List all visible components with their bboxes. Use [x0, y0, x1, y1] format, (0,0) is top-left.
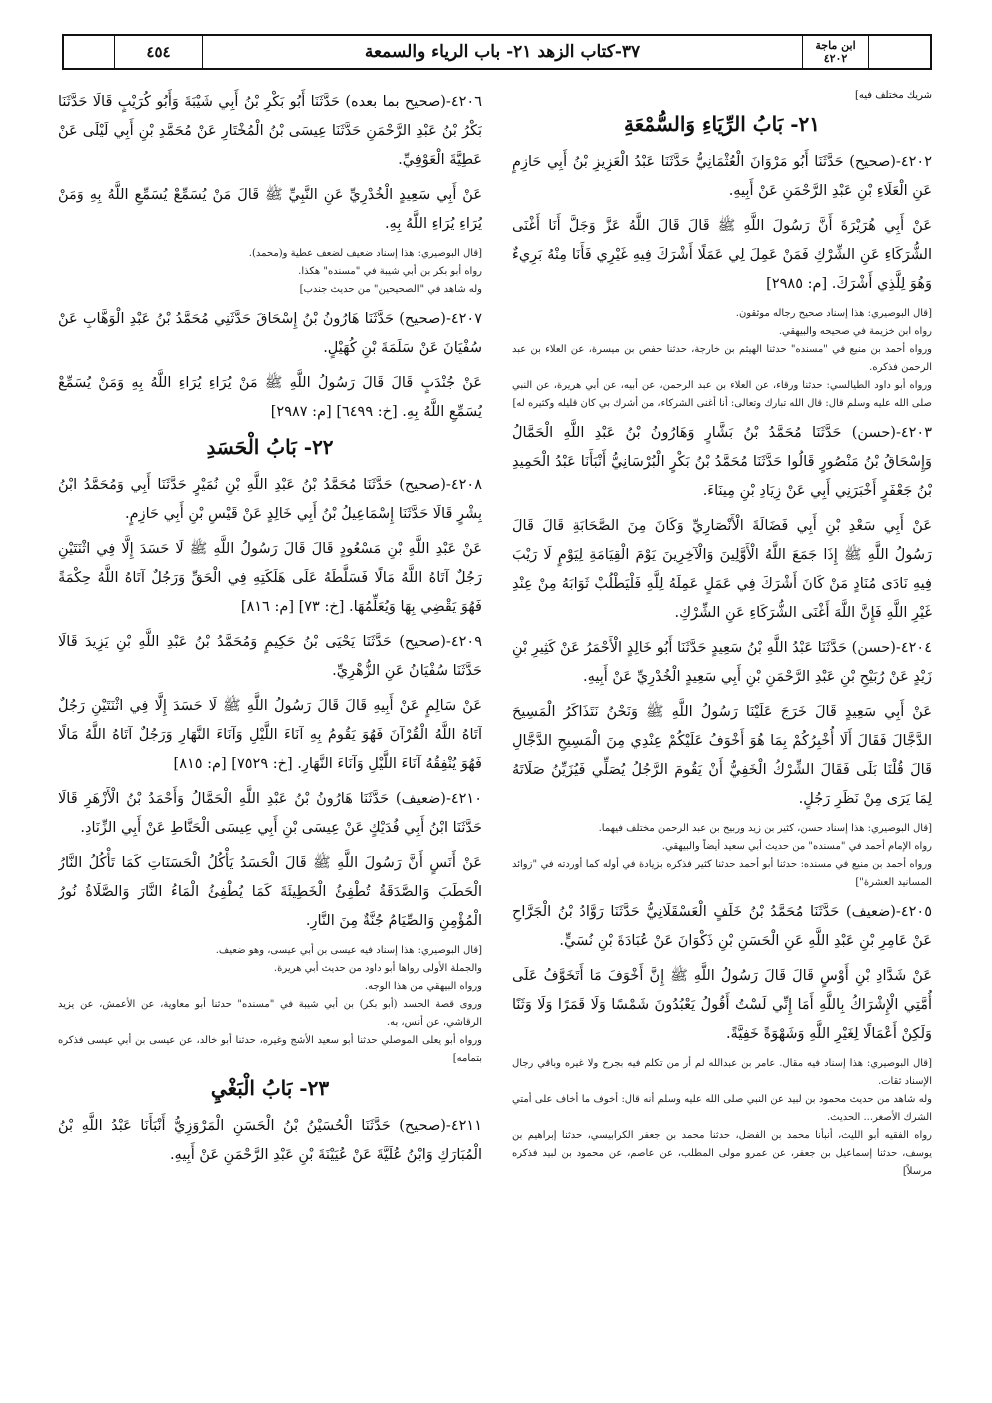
hadith-4208-matn: عَنْ عَبْدِ اللَّهِ بْنِ مَسْعُودٍ قَالَ قَالَ رَسُولُ اللَّهِ ﷺ لَا حَسَدَ إِلَّا فِي اثْنَتَيْنِ رَجُلٌ آتَاهُ اللَّهُ مَالًا فَسَلَّطَهُ عَلَى هَلَكَتِهِ فِي الْحَقِّ وَرَجُلٌ آتَاهُ اللَّهُ حِكْمَةً فَهُوَ يَقْضِي بِهَا وَيُعَلِّمُهَا. [خ: ٧٣] [م: ٨١٦]: [58, 541, 482, 615]
header-ref-source: ابن ماجة: [815, 39, 856, 52]
hadith-4206-footnote: [58, 245, 482, 299]
hadith-4203-matn: عَنْ أَبِي سَعْدِ بْنِ أَبِي فَضَالَةَ الْأَنْصَارِيِّ وَكَانَ مِنَ الصَّحَابَةِ قَالَ قَالَ رَسُولُ اللَّهِ ﷺ إِذَا جَمَعَ اللَّهُ الْأَوَّلِينَ وَالْآخِرِينَ يَوْمَ الْقِيَامَةِ لِيَوْمٍ لَا رَيْبَ فِيهِ نَادَى مُنَادٍ مَنْ كَانَ أَشْرَكَ فِي عَمَلٍ عَمِلَهُ لِلَّهِ فَلْيَطْلُبْ ثَوَابَهُ مِنْ عِنْدِ غَيْرِ اللَّهِ فَإِنَّ اللَّهَ أَغْنَى الشُّرَكَاءِ عَنِ الشِّرْكِ.: [512, 518, 932, 621]
footnote-line: وله شاهد في "الصحيحين" من حديث جندب]: [299, 284, 482, 295]
footnote-line: رواه الفقيه أبو الليث، أنبأنا محمد بن الفضل، حدثنا محمد بن جعفر الكرابيسي، حدثنا إبراهيم بن يوسف، حدثنا إسماعيل بن جعفر، عن عمرو مولى المطلب، عن عاصم، عن محمود بن لبيد فذكره مرسلاً]: [512, 1130, 932, 1177]
header-blank-right: [868, 36, 930, 68]
footnote-line: [قال البوصيري: هذا إسناد صحيح رجاله موثقون.: [735, 308, 932, 319]
footnote-line: [قال البوصيري: هذا إسناد فيه مقال. عامر بن عبدالله لم أر من تكلم فيه بجرح ولا غيره وباقي رجال الإسناد ثقات.: [512, 1058, 932, 1087]
footnote-line: رواه ابن خزيمة في صحيحه والبيهقي.: [778, 326, 932, 337]
hadith-4210-footnote: [58, 942, 482, 1068]
footnote-line: ورواه أبو داود الطيالسي: حدثنا ورقاء، عن العلاء بن عبد الرحمن، عن أبيه، عن أبي هريرة، عن النبي صلى الله عليه وسلم قال: قال الله تبارك وتعالى: أنا أغنى الشركاء، من أشرك بي كان قليله وكثيره له]: [512, 380, 932, 409]
hadith-4209-matn: عَنْ سَالِمٍ عَنْ أَبِيهِ قَالَ قَالَ رَسُولُ اللَّهِ ﷺ لَا حَسَدَ إِلَّا فِي اثْنَتَيْنِ رَجُلٌ آتَاهُ اللَّهُ الْقُرْآنَ فَهُوَ يَقُومُ بِهِ آنَاءَ اللَّيْلِ وَآنَاءَ النَّهَارِ وَرَجُلٌ آتَاهُ اللَّهُ مَالًا فَهُوَ يُنْفِقُهُ آنَاءَ اللَّيْلِ وَآنَاءَ النَّهَارِ. [خ: ٧٥٢٩] [م: ٨١٥]: [58, 698, 482, 772]
chapter-heading-22: ٢٢- بَابُ الْحَسَدِ: [206, 435, 334, 459]
footnote-line: ورواه أحمد بن منيع في مسنده: حدثنا أبو أحمد حدثنا كثير فذكره بزيادة في أوله كما أوردته في "زوائد المسانيد العشرة"]: [512, 859, 932, 888]
header-ref-number: ٤٢٠٢: [823, 52, 848, 65]
hadith-4211-isnad: ٤٢١١-(صحيح) حَدَّثَنَا الْحُسَيْنُ بْنُ الْحَسَنِ الْمَرْوَزِيُّ أَنْبَأَنَا عَبْدُ اللَّهِ بْنُ الْمُبَارَكِ وَابْنُ عُلَيَّةَ عَنْ عُيَيْنَةَ بْنِ عَبْدِ الرَّحْمَنِ عَنْ أَبِيهِ.: [58, 1118, 482, 1163]
footnote-line: وروى قصة الحسد (أبو بكر) بن أبي شيبة في "مسنده" حدثنا أبو معاوية، عن الأعمش، عن يزيد الرقاشي، عن أنس، به.: [58, 999, 482, 1028]
hadith-4209-isnad: ٤٢٠٩-(صحيح) حَدَّثَنَا يَحْيَى بْنُ حَكِيمٍ وَمُحَمَّدُ بْنُ عَبْدِ اللَّهِ بْنِ يَزِيدَ قَالَا حَدَّثَنَا سُفْيَانُ عَنِ الزُّهْرِيِّ.: [58, 634, 482, 679]
hadith-4207-matn: عَنْ جُنْدَبٍ قَالَ قَالَ رَسُولُ اللَّهِ ﷺ مَنْ يُرَاءِ يُرَاءِ اللَّهُ بِهِ وَمَنْ يُسَمِّعْ يُسَمِّعِ اللَّهُ بِهِ. [خ: ٦٤٩٩] [م: ٢٩٨٧]: [58, 375, 482, 420]
footnote-line: رواه أبو بكر بن أبي شيبة في "مسنده" هكذا.: [298, 266, 482, 277]
hadith-4210-matn: عَنْ أَنَسٍ أَنَّ رَسُولَ اللَّهِ ﷺ قَالَ الْحَسَدُ يَأْكُلُ الْحَسَنَاتِ كَمَا تَأْكُلُ النَّارُ الْحَطَبَ وَالصَّدَقَةُ تُطْفِئُ الْخَطِيئَةَ كَمَا يُطْفِئُ الْمَاءُ النَّارَ وَالصَّلَاةُ نُورُ الْمُؤْمِنِ وَالصِّيَامُ جُنَّةٌ مِنَ النَّارِ.: [58, 855, 482, 929]
footnote-line: رواه الإمام أحمد في "مسنده" من حديث أبي سعيد أيضاً والبيهقي.: [661, 841, 932, 852]
hadith-4206-isnad: ٤٢٠٦-(صحيح بما بعده) حَدَّثَنَا أَبُو بَكْرِ بْنُ أَبِي شَيْبَةَ وَأَبُو كُرَيْبٍ قَالَا حَدَّثَنَا بَكْرُ بْنُ عَبْدِ الرَّحْمَنِ حَدَّثَنَا عِيسَى بْنُ الْمُخْتَارِ عَنْ مُحَمَّدِ بْنِ أَبِي لَيْلَى عَنْ عَطِيَّةَ الْعَوْفِيِّ.: [58, 94, 482, 168]
footnote-line: ورواه البيهقي من هذا الوجه.: [364, 981, 482, 992]
hadith-4205-isnad: ٤٢٠٥-(ضعيف) حَدَّثَنَا مُحَمَّدُ بْنُ خَلَفٍ الْعَسْقَلَانِيُّ حَدَّثَنَا رَوَّادُ بْنُ الْجَرَّاحِ عَنْ عَامِرِ بْنِ عَبْدِ اللَّهِ عَنِ الْحَسَنِ بْنِ ذَكْوَانَ عَنْ عُبَادَةَ بْنِ نُسَيٍّ.: [512, 904, 932, 949]
footnote-line: ورواه أبو يعلى الموصلي حدثنا أبو سعيد الأشج وغيره، حدثنا أبو خالد، عن عيسى بن أبي عيسى فذكره بتمامه]: [58, 1035, 482, 1064]
footnote-line: ورواه أحمد بن منيع في "مسنده" حدثنا الهيثم بن خارجة، حدثنا حفص بن ميسرة، عن العلاء بن عبد الرحمن فذكره.: [512, 344, 932, 373]
header-reference: [802, 36, 868, 68]
footnote-line: وله شاهد من حديث محمود بن لبيد عن النبي صلى الله عليه وسلم أنه قال: أخوف ما أخاف على أمتي الشرك الأصغر... الحديث.: [512, 1094, 932, 1123]
page-number: ٤٥٤: [114, 36, 202, 68]
footnote-line: [قال البوصيري: هذا إسناد حسن، كثير بن زيد وربيح بن عبد الرحمن مختلف فيهما.: [598, 823, 932, 834]
hadith-4205-footnote: [512, 1055, 932, 1181]
continued-note: شريك مختلف فيه]: [854, 90, 932, 101]
hadith-4207-isnad: ٤٢٠٧-(صحيح) حَدَّثَنَا هَارُونُ بْنُ إِسْحَاقَ حَدَّثَنِي مُحَمَّدُ بْنُ عَبْدِ الْوَهَّابِ عَنْ سُفْيَانَ عَنْ سَلَمَةَ بْنِ كُهَيْلٍ.: [58, 311, 482, 356]
hadith-4205-matn: عَنْ شَدَّادِ بْنِ أَوْسٍ قَالَ قَالَ رَسُولُ اللَّهِ ﷺ إِنَّ أَخْوَفَ مَا أَتَخَوَّفُ عَلَى أُمَّتِي الْإِشْرَاكُ بِاللَّهِ أَمَا إِنِّي لَسْتُ أَقُولُ يَعْبُدُونَ شَمْسًا وَلَا قَمَرًا وَلَا وَثَنًا وَلَكِنْ أَعْمَالًا لِغَيْرِ اللَّهِ وَشَهْوَةً خَفِيَّةً.: [512, 968, 932, 1042]
hadith-4204-isnad: ٤٢٠٤-(حسن) حَدَّثَنَا عَبْدُ اللَّهِ بْنُ سَعِيدٍ حَدَّثَنَا أَبُو خَالِدٍ الْأَحْمَرُ عَنْ كَثِيرِ بْنِ زَيْدٍ عَنْ رُبَيْحِ بْنِ عَبْدِ الرَّحْمَنِ بْنِ أَبِي سَعِيدٍ الْخُدْرِيِّ عَنْ أَبِيهِ.: [512, 640, 932, 685]
header-blank-left: [64, 36, 114, 68]
page-header: [62, 34, 932, 70]
left-column: [58, 88, 482, 1388]
hadith-4204-footnote: [512, 820, 932, 892]
right-column: [512, 88, 932, 1388]
footnote-line: [قال البوصيري: هذا إسناد ضعيف لضعف عطية و(محمد).: [248, 248, 482, 259]
hadith-4206-matn: عَنْ أَبِي سَعِيدٍ الْخُدْرِيِّ عَنِ النَّبِيِّ ﷺ قَالَ مَنْ يُسَمِّعْ يُسَمِّعِ اللَّهُ بِهِ وَمَنْ يُرَاءِ يُرَاءِ اللَّهُ بِهِ.: [58, 187, 482, 232]
chapter-heading-23: ٢٣- بَابُ الْبَغْيِ: [210, 1076, 330, 1100]
header-title: ٣٧-كتاب الزهد ٢١- باب الرياء والسمعة: [202, 36, 802, 68]
footnote-line: [قال البوصيري: هذا إسناد فيه عيسى بن أبي عيسى، وهو ضعيف.: [215, 945, 482, 956]
hadith-4202-footnote: [512, 305, 932, 413]
chapter-heading-21: ٢١- بَابُ الرِّيَاءِ وَالسُّمْعَةِ: [624, 112, 820, 136]
hadith-4204-matn: عَنْ أَبِي سَعِيدٍ قَالَ خَرَجَ عَلَيْنَا رَسُولُ اللَّهِ ﷺ وَنَحْنُ نَتَذَاكَرُ الْمَسِيحَ الدَّجَّالَ فَقَالَ أَلَا أُخْبِرُكُمْ بِمَا هُوَ أَخْوَفُ عَلَيْكُمْ عِنْدِي مِنَ الْمَسِيحِ الدَّجَّالِ قَالَ قُلْنَا بَلَى فَقَالَ الشِّرْكُ الْخَفِيُّ أَنْ يَقُومَ الرَّجُلُ يُصَلِّي فَيُزَيِّنُ صَلَاتَهُ لِمَا يَرَى مِنْ نَظَرِ رَجُلٍ.: [512, 704, 932, 807]
footnote-line: والجملة الأولى رواها أبو داود من حديث أبي هريرة.: [273, 963, 482, 974]
hadith-4202-matn: عَنْ أَبِي هُرَيْرَةَ أَنَّ رَسُولَ اللَّهِ ﷺ قَالَ قَالَ اللَّهُ عَزَّ وَجَلَّ أَنَا أَغْنَى الشُّرَكَاءِ عَنِ الشِّرْكِ فَمَنْ عَمِلَ لِي عَمَلًا أَشْرَكَ فِيهِ غَيْرِي فَأَنَا مِنْهُ بَرِيءٌ وَهُوَ لِلَّذِي أَشْرَكَ. [م: ٢٩٨٥]: [512, 218, 932, 292]
hadith-4208-isnad: ٤٢٠٨-(صحيح) حَدَّثَنَا مُحَمَّدُ بْنُ عَبْدِ اللَّهِ بْنِ نُمَيْرٍ حَدَّثَنَا أَبِي وَمُحَمَّدُ ابْنُ بِشْرٍ قَالَا حَدَّثَنَا إِسْمَاعِيلُ بْنُ أَبِي خَالِدٍ عَنْ قَيْسِ بْنِ أَبِي حَازِمٍ.: [58, 477, 482, 522]
hadith-4203-isnad: ٤٢٠٣-(حسن) حَدَّثَنَا مُحَمَّدُ بْنُ بَشَّارٍ وَهَارُونُ بْنُ عَبْدِ اللَّهِ الْحَمَّالُ وَإِسْحَاقُ بْنُ مَنْصُورٍ قَالُوا حَدَّثَنَا مُحَمَّدُ بْنُ بَكْرٍ الْبُرْسَانِيُّ أَنْبَأَنَا عَبْدُ الْحَمِيدِ بْنُ جَعْفَرٍ أَخْبَرَنِي أَبِي عَنْ زِيَادِ بْنِ مِينَاءَ.: [512, 425, 932, 499]
hadith-4202-isnad: ٤٢٠٢-(صحيح) حَدَّثَنَا أَبُو مَرْوَانَ الْعُثْمَانِيُّ حَدَّثَنَا عَبْدُ الْعَزِيزِ بْنُ أَبِي حَازِمٍ عَنِ الْعَلَاءِ بْنِ عَبْدِ الرَّحْمَنِ عَنْ أَبِيهِ.: [512, 154, 932, 199]
hadith-4210-isnad: ٤٢١٠-(ضعيف) حَدَّثَنَا هَارُونُ بْنُ عَبْدِ اللَّهِ الْحَمَّالُ وَأَحْمَدُ بْنُ الْأَزْهَرِ قَالَا حَدَّثَنَا ابْنُ أَبِي فُدَيْكٍ عَنْ عِيسَى بْنِ أَبِي عِيسَى الْحَنَّاطِ عَنْ أَبِي الزِّنَادِ.: [58, 791, 482, 836]
